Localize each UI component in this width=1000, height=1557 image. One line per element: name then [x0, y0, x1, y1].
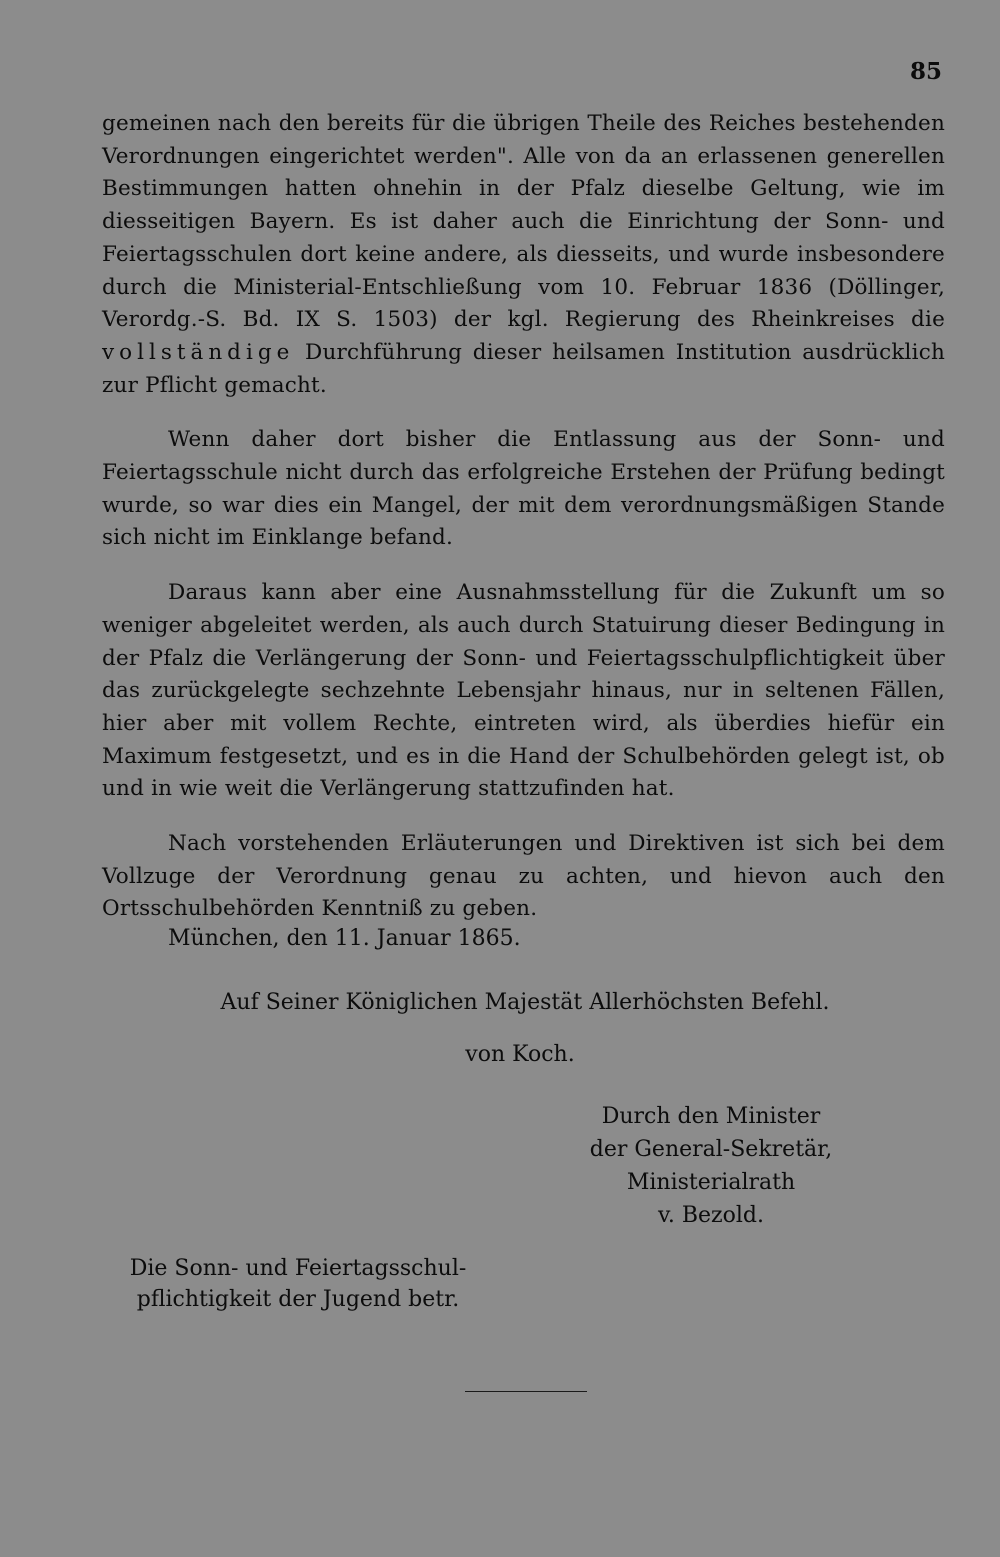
subject-note	[118, 1253, 478, 1315]
signatory-name: von Koch.	[465, 1042, 575, 1067]
body-text	[102, 108, 945, 926]
subject-line: Die Sonn- und Feiertagsschul-	[129, 1256, 467, 1281]
paragraph-2: Wenn daher dort bisher die Entlassung aus der Sonn- und Feiertagsschule nicht durch das erfolgreiche Erstehen der Prüfung bedingt wurde, so war dies ein Mangel, der mit dem verordnungsmäßigen Stande sich nicht im Einklange befand.	[102, 427, 945, 551]
countersignature-block	[576, 1100, 846, 1232]
subject-line: pflichtigkeit der Jugend betr.	[136, 1287, 460, 1312]
paragraph-1-text-a: gemeinen nach den bereits für die übrigen Theile des Reiches bestehenden Verordnungen eingerichtet werden". Alle von da an erlassenen generellen Bestimmungen hatten ohnehin in der Pfalz dieselbe Geltung, wie im diesseitigen Bayern. Es ist daher auch die Einrichtung der Sonn- und Feiertagsschulen dort keine andere, als diesseits, und wurde insbesondere durch die Ministerial-Entschließung vom 10. Februar 1836 (Döllinger, Verordg.-S. Bd. IX S. 1503) der kgl. Regierung des Rheinkreises die	[102, 111, 945, 333]
paragraph-4: Nach vorstehenden Erläuterungen und Direktiven ist sich bei dem Vollzuge der Verordnung genau zu achten, und hievon auch den Ortsschulbehörden Kenntniß zu geben.	[102, 831, 945, 922]
date-line: München, den 11. Januar 1865.	[168, 926, 521, 951]
paragraph-1	[102, 108, 945, 402]
paragraph-1-text-b: Durchführung dieser heilsamen Institution ausdrücklich zur Pflicht gemacht.	[102, 339, 945, 398]
countersign-line: Durch den Minister	[601, 1104, 821, 1129]
emphasis-spaced-word: vollständige	[102, 339, 295, 365]
command-line: Auf Seiner Königlichen Majestät Allerhöchsten Befehl.	[220, 990, 830, 1015]
page-number: 85	[909, 58, 942, 85]
countersign-line: Ministerialrath	[626, 1170, 796, 1195]
paragraph-3: Daraus kann aber eine Ausnahmsstellung für die Zukunft um so weniger abgeleitet werden, als auch durch Statuirung dieser Bedingung in der Pfalz die Verlängerung der Sonn- und Feiertagsschulpflichtigkeit über das zurückgelegte sechzehnte Lebensjahr hinaus, nur in seltenen Fällen, hier aber mit vollem Rechte, eintreten wird, als überdies hiefür ein Maximum festgesetzt, und es in die Hand der Schulbehörden gelegt ist, ob und in wie weit die Verlängerung stattzufinden hat.	[102, 580, 945, 802]
countersign-line: der General-Sekretär,	[589, 1137, 833, 1162]
countersign-line: v. Bezold.	[658, 1203, 764, 1228]
end-rule-divider	[465, 1391, 587, 1392]
